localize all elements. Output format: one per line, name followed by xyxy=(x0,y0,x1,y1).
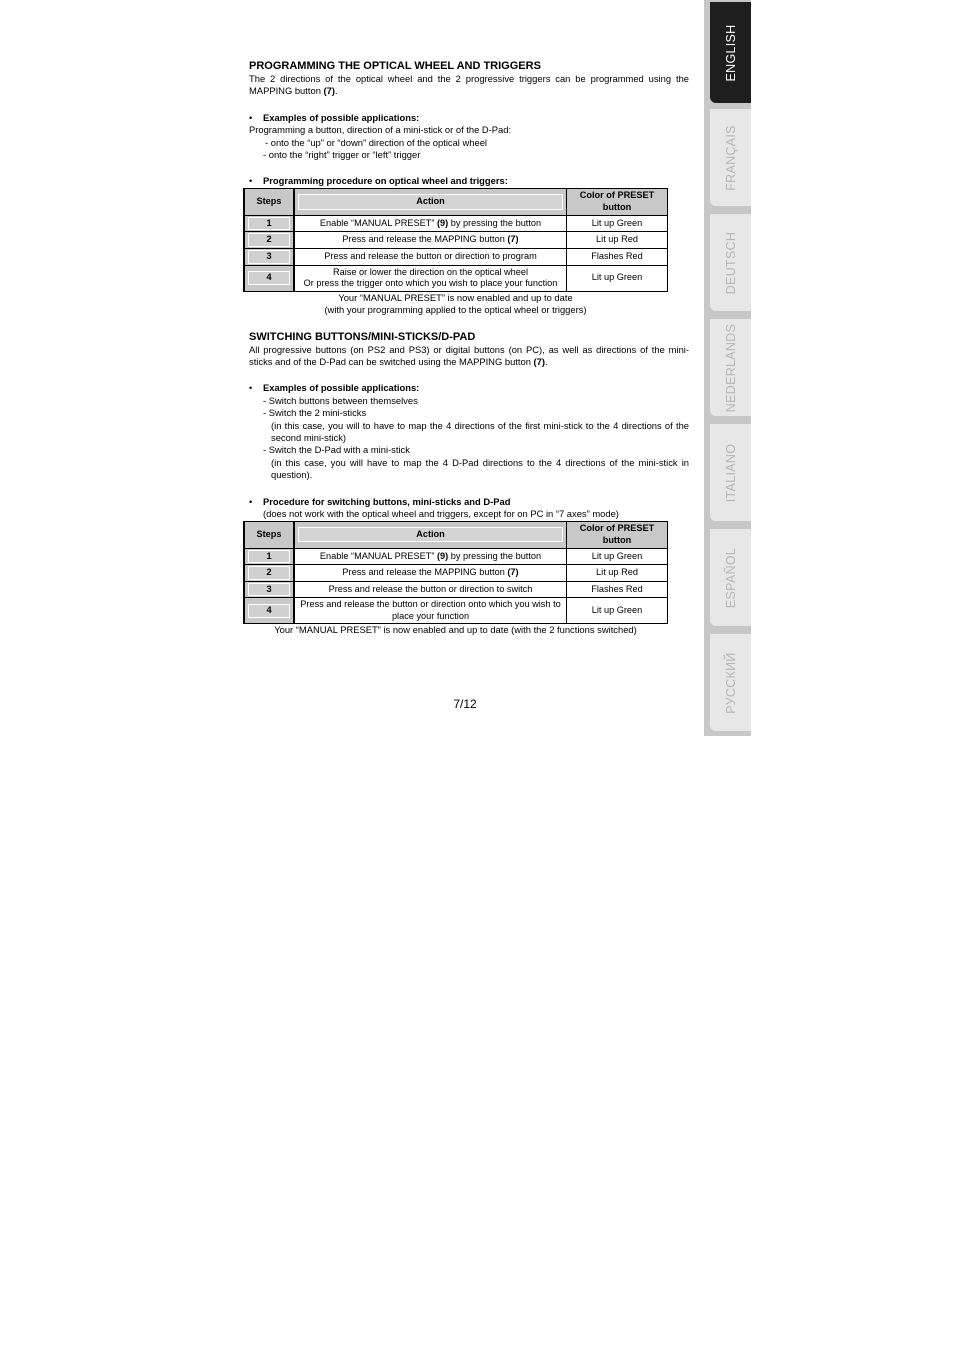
tab-english[interactable]: ENGLISH xyxy=(710,2,751,103)
col-header-action: Action xyxy=(294,188,567,215)
table-note: Your “MANUAL PRESET” is now enabled and up to date (with the 2 functions switched) xyxy=(274,624,637,636)
tab-espanol[interactable]: ESPAÑOL xyxy=(710,529,751,626)
table-row: 3 Press and release the button or direction to program Flashes Red xyxy=(244,249,668,266)
col-header-color: Color of PRESET button xyxy=(567,521,668,548)
tab-russian[interactable]: РУССКИЙ xyxy=(710,634,751,731)
col-header-steps: Steps xyxy=(244,188,294,215)
procedure-table-2 xyxy=(243,521,668,625)
section-title-optical-wheel: PROGRAMMING THE OPTICAL WHEEL AND TRIGGERS xyxy=(249,60,541,72)
table-row: 1 Enable “MANUAL PRESET” (9) by pressing the button Lit up Green xyxy=(244,215,668,232)
example-item: - Switch buttons between themselves xyxy=(263,394,418,406)
table-row: 2 Press and release the MAPPING button (7) Lit up Red xyxy=(244,232,668,249)
col-header-steps: Steps xyxy=(244,521,294,548)
table-row: 3 Press and release the button or direction to switch Flashes Red xyxy=(244,581,668,598)
example-item: - Switch the 2 mini-sticks xyxy=(263,407,367,419)
page-content xyxy=(249,60,689,637)
procedure-note: (does not work with the optical wheel and triggers, except for on PC in “7 axes” mode) xyxy=(263,508,619,520)
table-row: 1 Enable “MANUAL PRESET” (9) by pressing the button Lit up Green xyxy=(244,548,668,565)
section1-intro: The 2 directions of the optical wheel and the 2 progressive triggers can be programmed using the MAPPING button (7). xyxy=(249,73,689,97)
section2-intro: All progressive buttons (on PS2 and PS3) or digital buttons (on PC), as well as directions of the mini-sticks and of the D-Pad can be switched using the MAPPING button (7). xyxy=(249,343,689,368)
example-item: - onto the “right” trigger or “left” trigger xyxy=(263,149,421,161)
language-tabs xyxy=(704,0,751,736)
page-number: 7/12 xyxy=(453,697,477,711)
col-header-color: Color of PRESET button xyxy=(567,188,668,215)
procedure-heading-1: • Programming procedure on optical wheel and triggers: xyxy=(249,175,689,187)
table-row: 4 Press and release the button or direction onto which you wish to place your function Lit up Green xyxy=(244,598,668,624)
table-note: Your “MANUAL PRESET” is now enabled and up to date xyxy=(338,291,573,303)
tab-nederlands[interactable]: NEDERLANDS xyxy=(710,319,751,416)
table-row: 4 Raise or lower the direction on the optical wheel Or press the trigger onto which you wish to place your function Lit up Green xyxy=(244,265,668,291)
example-item: - onto the “up” or “down” direction of the optical wheel xyxy=(265,136,487,148)
table-row: 2 Press and release the MAPPING button (7) Lit up Red xyxy=(244,565,668,582)
tab-italiano[interactable]: ITALIANO xyxy=(710,424,751,521)
section-title-switching: SWITCHING BUTTONS/MINI-STICKS/D-PAD xyxy=(249,330,476,343)
table-note: (with your programming applied to the optical wheel or triggers) xyxy=(324,304,587,316)
examples-heading-2: • Examples of possible applications: xyxy=(249,382,689,394)
procedure-heading-2: • Procedure for switching buttons, mini-sticks and D-Pad xyxy=(249,496,689,508)
example-item: - Switch the D-Pad with a mini-stick xyxy=(263,444,410,456)
tab-francais[interactable]: FRANÇAIS xyxy=(710,109,751,206)
procedure-table-1 xyxy=(243,188,668,292)
example-note: (in this case, you will have to map the 4 D-Pad directions to the 4 directions of the mini-stick in question). xyxy=(271,456,689,481)
tab-deutsch[interactable]: DEUTSCH xyxy=(710,214,751,311)
example-note: (in this case, you will to have to map the 4 directions of the first mini-stick to the 4 directions of the second mini-stick) xyxy=(271,419,689,444)
col-header-action: Action xyxy=(294,521,567,548)
examples-heading-1: • Examples of possible applications: xyxy=(249,112,689,124)
examples-intro-1: Programming a button, direction of a mini-stick or of the D-Pad: xyxy=(249,124,512,136)
